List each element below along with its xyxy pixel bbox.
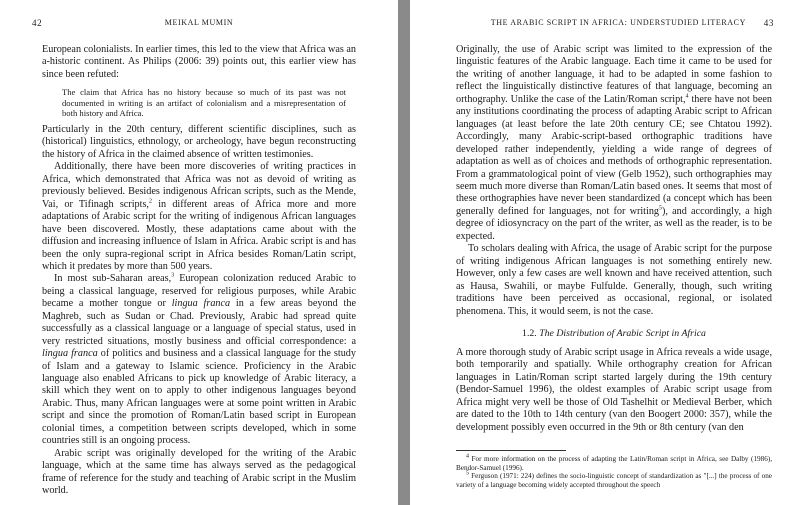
footnote-rule	[456, 450, 566, 451]
paragraph: Particularly in the 20th century, different scientific disciplines, such as (historical) linguistics, ethnology, or archeology, have begun reconstructing the history of Africa in the claimed absence of written testimonies.	[42, 123, 356, 160]
page-gutter	[398, 0, 410, 505]
left-page	[0, 0, 398, 505]
footnote-ref[interactable]: 3	[171, 273, 175, 280]
paragraph: To scholars dealing with Africa, the usage of Arabic script for the purpose of writing indigenous African languages is not something entirely new. However, only a few cases are well known and have received attention, such as Hausa, Swahili, or maybe Fulfulde. Generally, though, such writing traditions have been perceived as occasional, regional, or isolated phenomena. This, it would seem, is not the case.	[456, 243, 772, 317]
footnote-ref[interactable]: 5	[659, 205, 663, 212]
footnote: $^4$ For more information on the process of adapting the Latin/Roman script in Africa, see Dalby (1986), Bendor-Samuel (1996).	[456, 453, 773, 472]
section-number: 1.2.	[522, 327, 537, 339]
running-head	[32, 18, 356, 32]
paragraph-intro: European colonialists. In earlier times, this led to the view that Africa was an a-historic continent. As Philips (2006: 39) points out, this earlier view has since been refuted:	[42, 44, 356, 80]
section-heading	[456, 328, 772, 339]
footnote-ref[interactable]: 2	[148, 198, 152, 205]
running-head	[456, 18, 772, 32]
running-head-title: THE ARABIC SCRIPT IN AFRICA: UNDERSTUDIED LITERACY	[490, 18, 746, 27]
paragraph: In most sub-Saharan areas,$^3$ European colonization reduced Arabic to being a classical language, reserved for religious purposes, while Arabic became a mother tongue or lingua franca in a few areas beyond the Maghreb, such as Sudan or Chad. Previously, Arabic had spread quite successfully as a classical language or a language of special status, used in very restricted situations, mostly business and official correspondence: a lingua franca of politics and business and a classical language for the study of Islam and a gateway to Islamic science. Proficiency in the Arabic language also enabled Africans to pick up knowledge of Arabic literacy, a skill which they went on to apply to other indigenous languages beyond Arabic. Thus, many African languages were at some point written in Arabic script and since the promotion of Roman/Latin based script in European colonial times, a competition between scripts developed, which in some countries still is an ongoing process.	[42, 273, 356, 447]
right-page	[410, 0, 808, 505]
paragraph: A more thorough study of Arabic script usage in Africa reveals a wide usage, both temporarily and spatially. While orthography creation for African languages in Latin/Roman script started largely during the 19th century (Bendor-Samuel 1996), the oldest examples of Arabic script usage from Africa might very well be those of Old Tashelhit or Medieval Berber, which are dated to the 10th to 14th century (van den Boogert 2000: 357), while the development possibly even occurred in the 9th or 8th century (van den	[456, 346, 772, 433]
paragraph: Additionally, there have been more discoveries of writing practices in Africa, which demonstrated that Africa was not as devoid of writing as previously believed. Besides indigenous African scripts, such as the Mende, Vai, or Tifinagh scripts,$^2$ in different areas of Africa more and more adaptations of Arabic script for the writing of indigenous African languages have been discovered. Mostly, these adaptations came about with the diffusion and increasing influence of Islam in Africa. Arabic script is and has been the only supra-regional script in Africa besides Roman/Latin script, which it predates by more than 500 years.	[42, 161, 356, 272]
paragraph: Originally, the use of Arabic script was limited to the expression of the linguistic features of the Arabic language. Each time it came to be used for the writing of another language, it had to be adapted in some fashion to reflect the linguistically distinctive features of that language, becoming an orthography. Unlike the case of the Latin/Roman script,$^4$ there have not been any institutions coordinating the process of adapting Arabic script to African languages (at least before the late 20th century CE; see Chtatou 1992). Accordingly, many Arabic-script-based orthographic traditions have developed rather independently, yielding a wide range of degrees of adaptation as well as of choices and methods of orthographic representation. From a grammatological point of view (Gelb 1952), such orthographies may seem much more diverse than Roman/Latin based ones. It seems that most of these orthographies have never been standardized (a concept which has been generally defined for languages, not for writing$^5$), and accordingly, a high degree of idiosyncracy on the part of the writer, as well as the reader, is to be expected.	[456, 44, 772, 242]
section-title: The Distribution of Arabic Script in Africa	[539, 327, 706, 339]
paragraph: Arabic script was originally developed for the writing of the Arabic language, which at the same time has always served as the pedagogical frame of reference for the study and teaching of Arabic script in the Muslim world.	[42, 447, 356, 497]
block-quote: The claim that Africa has no history because so much of its past was not documented in writing is an artifact of colonialism and a misrepresentation of both history and Africa.	[62, 87, 346, 118]
footnote: $^5$ Ferguson (1971: 224) defines the socio-linguistic concept of standardization as "[...] the process of one variety of a language becoming widely accepted throughout the speech	[456, 470, 772, 489]
page-number: 43	[763, 18, 774, 28]
running-head-title: MEIKAL MUMIN	[164, 18, 234, 27]
page-number: 42	[32, 18, 43, 28]
footnote-ref[interactable]: 4	[685, 93, 689, 100]
